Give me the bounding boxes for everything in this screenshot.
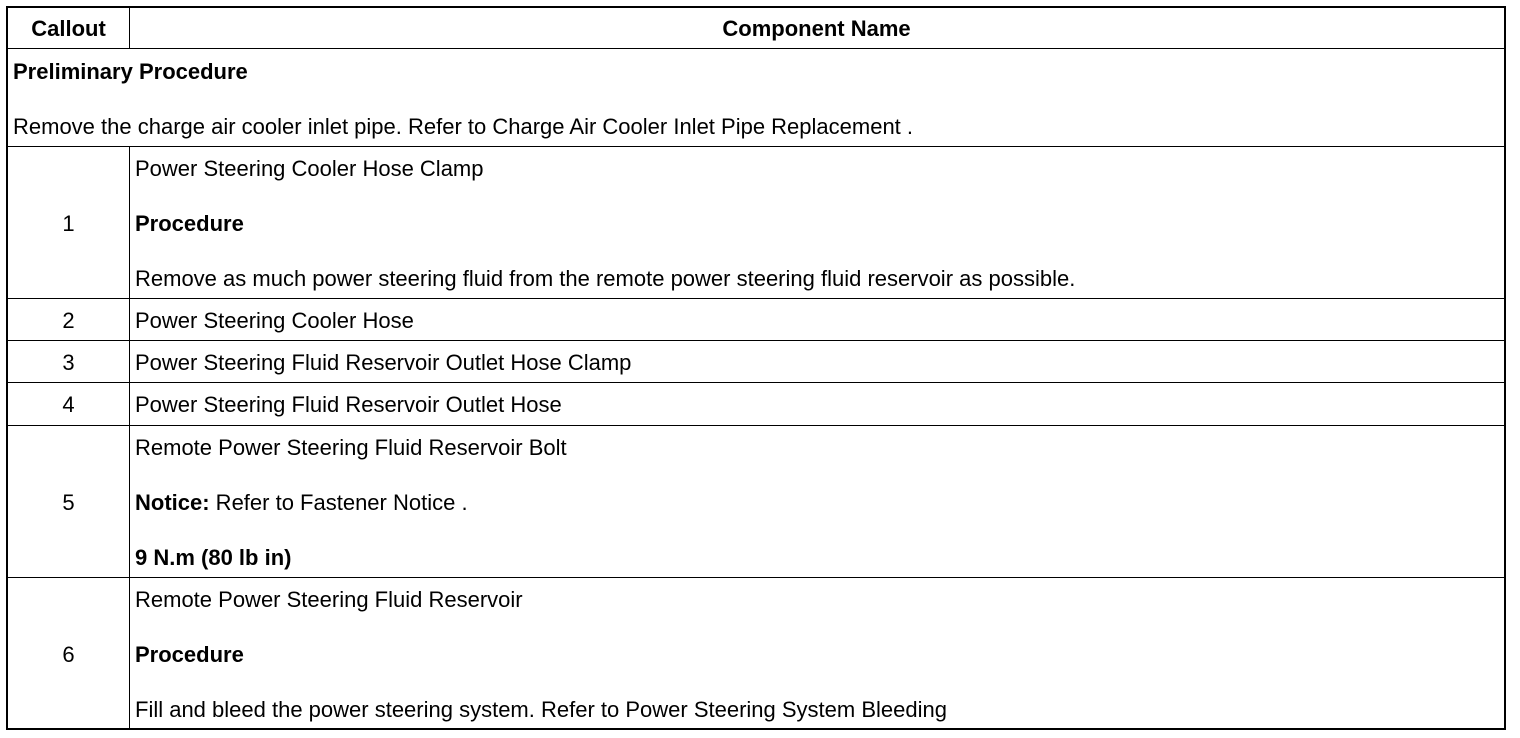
rule-row-2-bottom [8, 340, 1504, 341]
notice-text: Refer to Fastener Notice . [209, 490, 468, 515]
rule-preliminary-bottom [8, 146, 1504, 147]
row-1-name: Power Steering Cooler Hose Clamp [135, 156, 484, 181]
rule-row-4-bottom [8, 425, 1504, 426]
row-1-procedure-heading: Procedure [135, 211, 244, 236]
preliminary-text: Remove the charge air cooler inlet pipe. Refer to Charge Air Cooler Inlet Pipe Replacement . [13, 114, 914, 139]
column-divider-header [129, 8, 130, 48]
row-6-procedure-text: Fill and bleed the power steering system. Refer to Power Steering System Bleeding [135, 697, 947, 722]
row-1-procedure-text: Remove as much power steering fluid from the remote power steering fluid reservoir as possible. [135, 266, 1076, 291]
column-divider-body [129, 146, 130, 728]
callout-3: 3 [62, 350, 75, 375]
row-2-name: Power Steering Cooler Hose [135, 308, 414, 333]
row-5-name: Remote Power Steering Fluid Reservoir Bolt [135, 435, 567, 460]
row-5-notice [135, 490, 468, 516]
rule-row-1-bottom [8, 298, 1504, 299]
rule-header-bottom [8, 48, 1504, 49]
rule-row-5-bottom [8, 577, 1504, 578]
procedure-table [6, 6, 1506, 730]
notice-label: Notice: [135, 490, 210, 515]
row-5-torque: 9 N.m (80 lb in) [135, 545, 292, 570]
callout-2: 2 [62, 308, 75, 333]
callout-6: 6 [62, 642, 75, 667]
row-3-name: Power Steering Fluid Reservoir Outlet Hose Clamp [135, 350, 632, 375]
header-callout: Callout [31, 16, 106, 41]
preliminary-title: Preliminary Procedure [13, 59, 248, 84]
row-4-name: Power Steering Fluid Reservoir Outlet Hose [135, 392, 562, 417]
callout-5: 5 [62, 490, 75, 515]
row-6-procedure-heading: Procedure [135, 642, 244, 667]
row-6-name: Remote Power Steering Fluid Reservoir [135, 587, 523, 612]
callout-4: 4 [62, 392, 75, 417]
callout-1: 1 [62, 211, 75, 236]
rule-row-3-bottom [8, 382, 1504, 383]
header-component-name: Component Name [722, 16, 911, 41]
